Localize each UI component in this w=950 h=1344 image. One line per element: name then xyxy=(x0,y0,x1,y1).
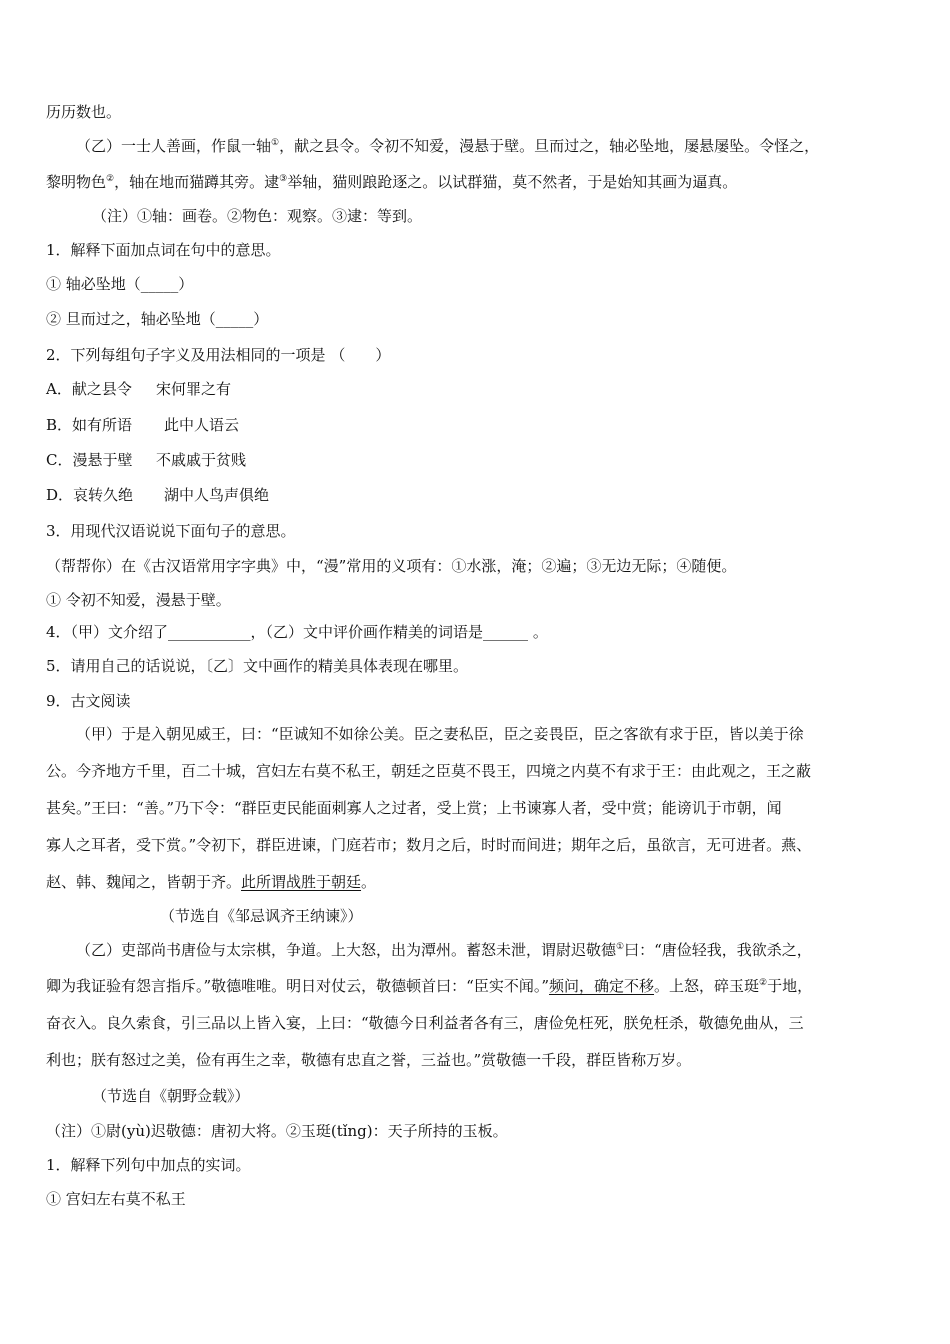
footnote-marker: ① xyxy=(616,942,625,952)
text-segment: ，献之县令。令初不知爱，漫悬于壁。旦而过之，轴必坠地，屡悬屡坠。令怪之， xyxy=(279,137,820,155)
passage-jia-line-2: 公。今齐地方千里，百二十城，宫妇左右莫不私王，朝廷之臣莫不畏王，四境之内莫不有求于王：由此观之，王之蔽 xyxy=(46,762,812,780)
text-segment: 举轴，猫则踉跄逐之。以试群猫，莫不然者，于是始知其画为逼真。 xyxy=(287,173,738,191)
option-c-left: C．漫悬于壁 xyxy=(46,451,133,469)
text-segment: 曰：“唐俭轻我，我欲杀之， xyxy=(624,941,812,959)
question-2: 2．下列每组句子字义及用法相同的一项是 （ ） xyxy=(46,346,391,364)
passage-yi2-line-3: 奋衣入。良久索食，引三品以上皆入宴，上曰：“敬德今日利益者各有三，唐俭免枉死，朕免枉杀，敬德免曲从，三 xyxy=(46,1014,804,1032)
option-b-right: 此中人语云 xyxy=(164,416,240,434)
text-segment: 赵、韩、魏闻之，皆朝于齐。 xyxy=(46,873,242,891)
option-b-left: B．如有所语 xyxy=(46,416,133,434)
annotation-note: （注）①轴：画卷。②物色：观察。③逮：等到。 xyxy=(92,207,423,225)
text-segment: （乙）吏部尚书唐俭与太宗棋，争道。上大怒，出为潭州。蓄怒未泄，谓尉迟敬德 xyxy=(76,941,617,959)
option-a xyxy=(46,379,910,399)
underlined-sentence: 此所谓战胜于朝廷 xyxy=(241,873,362,891)
text-segment: 。上怒，碎玉珽 xyxy=(654,977,760,995)
option-d-right: 湖中人鸟声俱绝 xyxy=(164,486,270,504)
passage-yi2-line-1 xyxy=(76,940,910,960)
passage-jia-line-3: 甚矣。”王曰：“善。”乃下令：“群臣吏民能面刺寡人之过者，受上赏；上书谏寡人者，受中赏；能谤讥于市朝，闻 xyxy=(46,799,782,817)
help-note: （帮帮你）在《古汉语常用字字典》中，“漫”常用的义项有：①水涨，淹；②遍；③无边无际；④随便。 xyxy=(46,557,737,575)
section-heading: 9．古文阅读 xyxy=(46,692,131,710)
question-1-item-1: ① 宫妇左右莫不私王 xyxy=(46,1190,186,1208)
question-1: 1．解释下面加点词在句中的意思。 xyxy=(46,241,281,259)
question-1: 1．解释下列句中加点的实词。 xyxy=(46,1156,251,1174)
underlined-sentence: 频问，确定不移 xyxy=(549,977,655,995)
passage-yi-line-2 xyxy=(46,172,910,192)
text-line: 历历数也。 xyxy=(46,103,122,121)
text-segment: 黎明物色 xyxy=(46,173,107,191)
text-segment: ，轴在地而猫蹲其旁。逮 xyxy=(114,173,280,191)
question-1-item-1: ① 轴必坠地（_____） xyxy=(46,275,194,293)
footnote-marker: ① xyxy=(271,138,280,148)
option-a-right: 宋何罪之有 xyxy=(156,380,232,398)
annotation-note: （注）①尉(yù)迟敬德：唐初大将。②玉珽(tǐng)：天子所持的玉板。 xyxy=(46,1122,508,1140)
option-a-left: A．献之县令 xyxy=(46,380,132,398)
text-segment: 。 xyxy=(361,873,377,891)
question-3-item-1: ① 令初不知爱，漫悬于壁。 xyxy=(46,591,231,609)
passage-yi2-line-4: 利也；朕有怒过之美，俭有再生之幸，敬德有忠直之誉，三益也。”赏敬德一千段，群臣皆称万岁。 xyxy=(46,1051,692,1069)
footnote-marker: ③ xyxy=(279,174,288,184)
option-c xyxy=(46,450,910,470)
question-3: 3．用现代汉语说说下面句子的意思。 xyxy=(46,522,296,540)
passage-jia-line-4: 寡人之耳者，受下赏。”令初下，群臣进谏，门庭若市；数月之后，时时而间进；期年之后，虽欲言，无可进者。燕、 xyxy=(46,836,812,854)
source-citation: （节选自《朝野佥载》） xyxy=(92,1087,250,1105)
option-b xyxy=(46,415,910,435)
question-4: 4．（甲）文介绍了___________，（乙）文中评价画作精美的词语是______ 。 xyxy=(46,623,548,641)
option-c-right: 不戚戚于贫贱 xyxy=(156,451,247,469)
passage-jia-line-5 xyxy=(46,872,910,892)
question-1-item-2: ② 旦而过之，轴必坠地（_____） xyxy=(46,310,269,328)
footnote-marker: ② xyxy=(106,174,115,184)
passage-yi-line-1 xyxy=(76,136,910,156)
passage-yi2-line-2 xyxy=(46,976,910,996)
passage-jia-line-1: （甲）于是入朝见威王，曰：“臣诚知不如徐公美。臣之妻私臣，臣之妾畏臣，臣之客欲有求于臣，皆以美于徐 xyxy=(76,725,804,743)
text-segment: 卿为我证验有怨言指斥。”敬德唯唯。明日对仗云，敬德顿首曰：“臣实不闻。” xyxy=(46,977,550,995)
footnote-marker: ② xyxy=(759,978,768,988)
option-d xyxy=(46,485,910,505)
question-5: 5．请用自己的话说说，〔乙〕文中画作的精美具体表现在哪里。 xyxy=(46,657,469,675)
text-segment: （乙）一士人善画，作鼠一轴 xyxy=(76,137,272,155)
option-d-left: D．哀转久绝 xyxy=(46,486,134,504)
text-segment: 于地， xyxy=(767,977,813,995)
source-citation: （节选自《邹忌讽齐王纳谏》） xyxy=(160,907,363,925)
